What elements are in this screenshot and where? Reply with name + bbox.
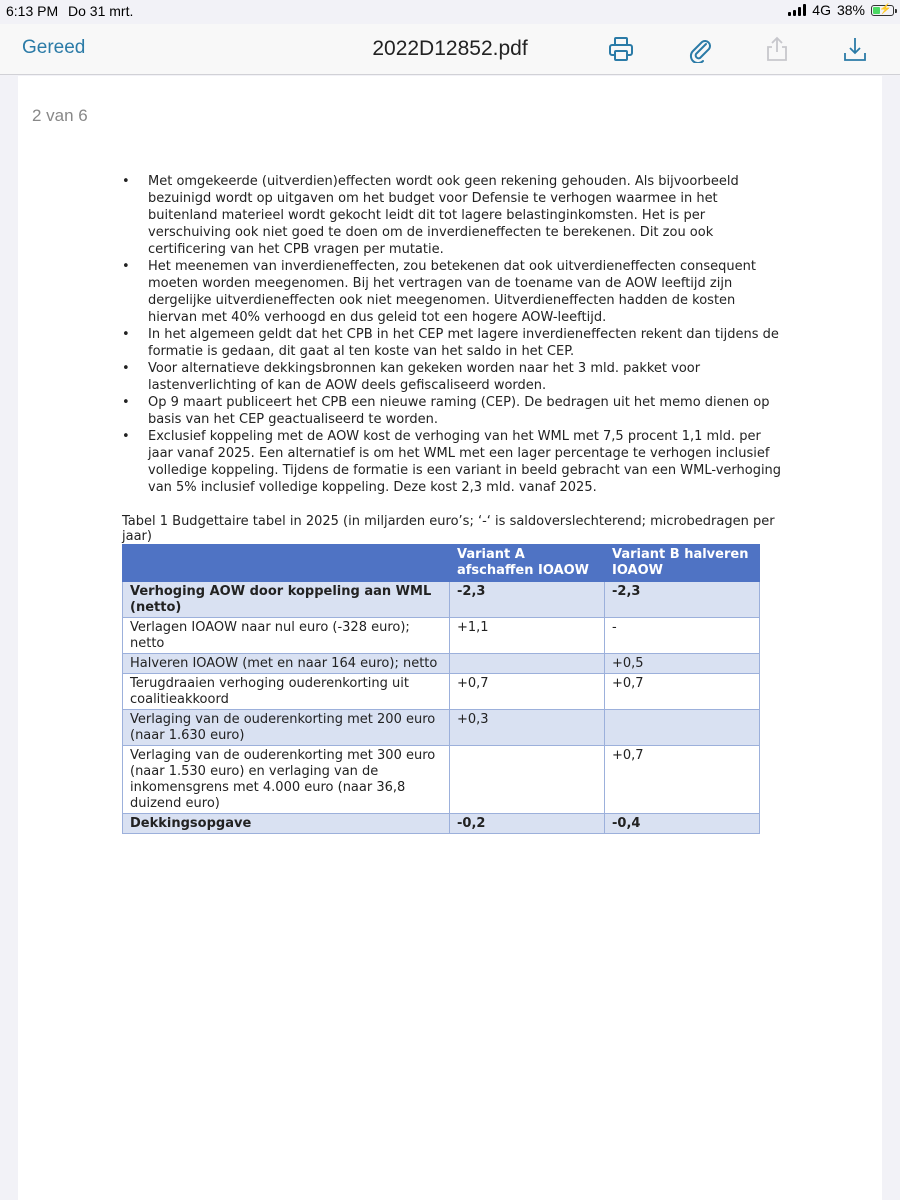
table-row [123, 710, 760, 746]
document-title: 2022D12852.pdf [372, 37, 528, 60]
paperclip-icon[interactable] [686, 35, 714, 63]
variant-a-cell: -2,3 [450, 582, 605, 618]
table-caption: Tabel 1 Budgettaire tabel in 2025 (in miljarden euro’s; ‘-‘ is saldoverslechterend; microbedragen per jaar) [122, 514, 775, 544]
print-icon[interactable] [607, 35, 635, 63]
download-icon[interactable] [841, 35, 869, 63]
bullet-dot: • [122, 174, 130, 189]
variant-b-cell: -0,4 [605, 814, 760, 834]
bullet-item [122, 326, 782, 360]
row-label-cell: Verlaging van de ouderenkorting met 300 euro (naar 1.530 euro) en verlaging van de inkomensgrens met 4.000 euro (naar 36,8 duizend euro) [123, 746, 450, 814]
bullet-text: In het algemeen geldt dat het CPB in het CEP met lagere inverdieneffecten rekent dan tijdens de formatie is gedaan, dit gaat al ten koste van het saldo in het CEP. [148, 327, 779, 359]
nav-bar [0, 24, 900, 75]
row-label-cell: Verhoging AOW door koppeling aan WML (netto) [123, 582, 450, 618]
bullet-text: Exclusief koppeling met de AOW kost de verhoging van het WML met 7,5 procent 1,1 mld. per jaar vanaf 2025. Een alternatief is om het WML met een lager percentage te verhogen inclusief volledige koppeling. Tijdens de formatie is een variant in beeld gebracht van een WML-verhoging van 5% inclusief volledige koppeling. Deze kost 2,3 mld. vanaf 2025. [148, 429, 782, 495]
variant-b-cell: +0,7 [605, 674, 760, 710]
bullet-item [122, 258, 782, 326]
bullet-text: Het meenemen van inverdieneffecten, zou betekenen dat ook uitverdieneffecten consequent moeten worden meegenomen. Bij het vertragen van de toename van de AOW leeftijd zijn dergelijke uitverdieneffecten ook niet meegenomen. Uitverdieneffecten hadden de kosten hiervan met 40% verhoogd en dus geleid tot een hogere AOW-leeftijd. [148, 259, 756, 325]
bullet-dot: • [122, 395, 130, 410]
row-label-cell: Verlagen IOAOW naar nul euro (-328 euro); netto [123, 618, 450, 654]
page-content [122, 173, 782, 834]
bullet-item [122, 173, 782, 258]
variant-a-cell [450, 746, 605, 814]
header-cell-variant-b: Variant B halveren IOAOW [605, 545, 760, 582]
bullet-dot: • [122, 429, 130, 444]
table-row [123, 654, 760, 674]
bullet-list [122, 173, 782, 496]
status-bar [0, 0, 900, 24]
status-right [788, 2, 894, 18]
table-row [123, 674, 760, 710]
bullet-dot: • [122, 361, 130, 376]
row-label-cell: Halveren IOAOW (met en naar 164 euro); netto [123, 654, 450, 674]
header-cell-variant-a: Variant A afschaffen IOAOW [450, 545, 605, 582]
table-row [123, 582, 760, 618]
share-icon[interactable] [763, 35, 791, 63]
table-header-row [123, 545, 760, 582]
variant-b-cell: +0,7 [605, 746, 760, 814]
variant-b-cell: -2,3 [605, 582, 760, 618]
bullet-item [122, 360, 782, 394]
header-cell-label [123, 545, 450, 582]
bullet-text: Voor alternatieve dekkingsbronnen kan gekeken worden naar het 3 mld. pakket voor lastenverlichting of kan de AOW deels gefiscaliseerd worden. [148, 361, 701, 393]
variant-a-cell: +0,3 [450, 710, 605, 746]
bullet-text: Met omgekeerde (uitverdien)effecten wordt ook geen rekening gehouden. Als bijvoorbeeld bezuinigd wordt op uitgaven om het budget voor Defensie te verhogen waarmee in het buitenland materieel wordt gekocht leidt dit tot lagere belastinginkomsten. Het is per verschuiving ook niet goed te doen om de inverdieneffecten te berekenen. Dit zou ook certificering van het CPB vragen per mutatie. [148, 174, 739, 257]
variant-b-cell: - [605, 618, 760, 654]
network-type: 4G [812, 2, 831, 18]
status-date: Do 31 mrt. [68, 3, 134, 19]
bullet-text: Op 9 maart publiceert het CPB een nieuwe raming (CEP). De bedragen uit het memo dienen op basis van het CEP geactualiseerd te worden. [148, 395, 770, 427]
variant-b-cell: +0,5 [605, 654, 760, 674]
page-indicator: 2 van 6 [32, 106, 88, 125]
signal-icon [788, 4, 806, 16]
variant-a-cell [450, 654, 605, 674]
row-label-cell: Dekkingsopgave [123, 814, 450, 834]
variant-b-cell [605, 710, 760, 746]
budget-table [122, 544, 760, 834]
bullet-item [122, 428, 782, 496]
table-row [123, 814, 760, 834]
table-body [123, 582, 760, 834]
variant-a-cell: +1,1 [450, 618, 605, 654]
variant-a-cell: -0,2 [450, 814, 605, 834]
row-label-cell: Verlaging van de ouderenkorting met 200 euro (naar 1.630 euro) [123, 710, 450, 746]
variant-a-cell: +0,7 [450, 674, 605, 710]
done-button[interactable]: Gereed [22, 37, 86, 58]
bullet-item [122, 394, 782, 428]
bullet-dot: • [122, 259, 130, 274]
row-label-cell: Terugdraaien verhoging ouderenkorting uit coalitieakkoord [123, 674, 450, 710]
table-row [123, 746, 760, 814]
battery-icon [871, 5, 894, 16]
charging-bolt-icon: ⚡ [879, 3, 892, 15]
battery-percent: 38% [836, 2, 865, 18]
table-row [123, 618, 760, 654]
bullet-dot: • [122, 327, 130, 342]
status-time: 6:13 PM [6, 3, 59, 19]
